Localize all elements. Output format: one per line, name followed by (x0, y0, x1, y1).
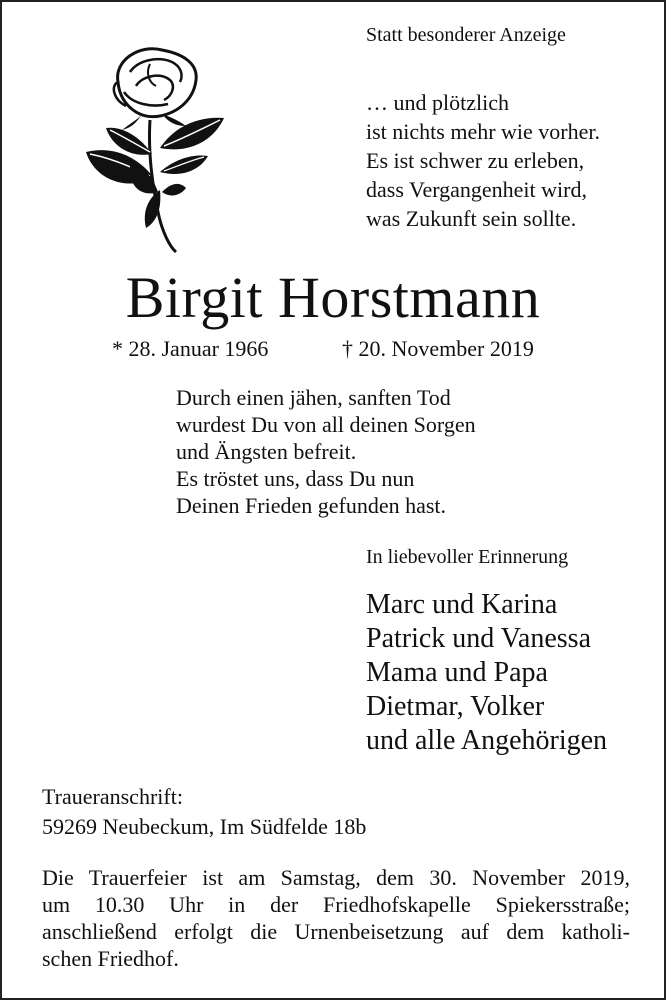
poem-line: ist nichts mehr wie vorher. (366, 119, 601, 144)
poem (366, 88, 600, 233)
family-line: Mama und Papa (366, 657, 548, 688)
ceremony-line: Die Trauerfeier ist am Samstag, dem 30. November 2019, (42, 865, 630, 890)
quote-line: wurdest Du von all deinen Sorgen (176, 412, 476, 437)
quote-line: Es tröstet uns, dass Du nun (176, 466, 415, 491)
poem-line: dass Vergangenheit wird, (366, 177, 587, 202)
quote-line: Durch einen jähen, sanften Tod (176, 385, 451, 410)
family-line: Marc und Karina (366, 589, 558, 620)
deceased-name: Birgit Horstmann (125, 265, 541, 330)
ceremony-line: schen Friedhof. (42, 946, 179, 971)
header-note: Statt besonderer Anzeige (366, 24, 566, 46)
mourning-address (42, 782, 366, 842)
poem-line: … und plötzlich (366, 90, 509, 115)
address-label: Traueranschrift: (42, 784, 183, 809)
quote-line: und Ängsten befreit. (176, 439, 357, 464)
address-value: 59269 Neubeckum, Im Südfelde 18b (42, 814, 367, 839)
poem-line: was Zukunft sein sollte. (366, 206, 577, 231)
family-line: Patrick und Vanessa (366, 623, 591, 654)
poem-line: Es ist schwer zu erleben, (366, 148, 585, 173)
memory-label: In liebevoller Erinnerung (366, 546, 569, 568)
quote (176, 384, 476, 519)
family-line: Dietmar, Volker (366, 691, 545, 722)
birth-date: * 28. Januar 1966 (112, 336, 269, 361)
rose-icon (80, 42, 230, 254)
ceremony-details (42, 864, 630, 972)
ceremony-line: um 10.30 Uhr in der Friedhofskapelle Spiekersstraße; (42, 892, 630, 917)
death-date: † 20. November 2019 (342, 336, 534, 361)
ceremony-line: anschließend erfolgt die Urnenbeisetzung auf dem katholi- (42, 919, 630, 944)
quote-line: Deinen Frieden gefunden hast. (176, 493, 447, 518)
family-list (366, 588, 607, 758)
family-line: und alle Angehörigen (366, 725, 608, 756)
